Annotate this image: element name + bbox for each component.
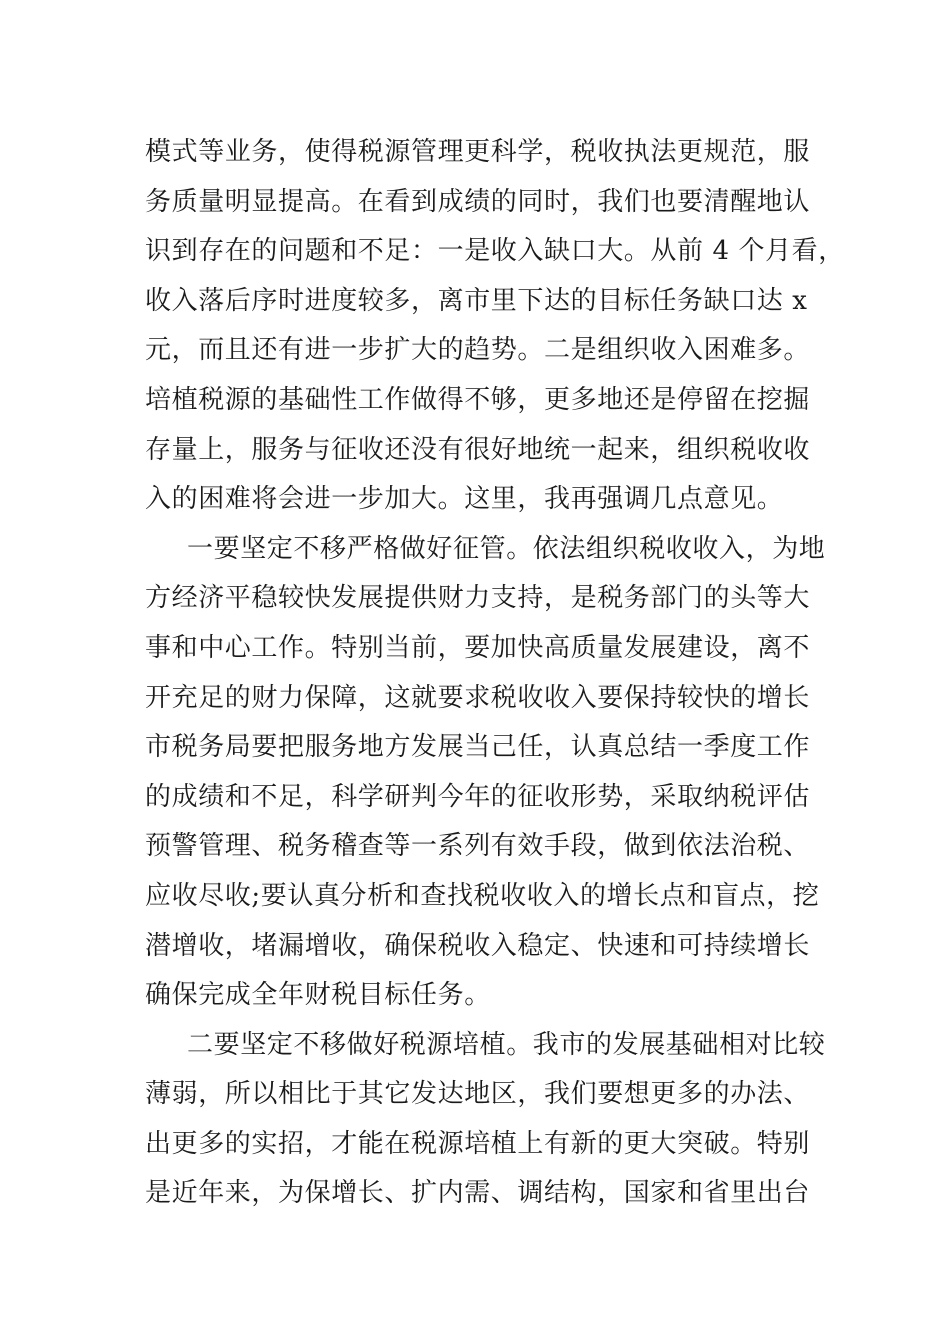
text-line: 薄弱，所以相比于其它发达地区，我们要想更多的办法、 bbox=[145, 1079, 811, 1110]
text-line: 的成绩和不足，科学研判今年的征收形势，采取纳税评估 bbox=[145, 781, 811, 812]
text-line: 收入落后序时进度较多，离市里下达的目标任务缺口达 x bbox=[145, 285, 808, 316]
paragraph-start-line: 一要坚定不移严格做好征管。依法组织税收收入，为地 bbox=[187, 533, 826, 564]
text-line: 识到存在的问题和不足：一是收入缺口大。从前 4 个月看， bbox=[145, 236, 845, 267]
text-line: 出更多的实招，才能在税源培植上有新的更大突破。特别 bbox=[145, 1128, 811, 1159]
text-line: 方经济平稳较快发展提供财力支持，是税务部门的头等大 bbox=[145, 583, 811, 614]
text-line: 应收尽收;要认真分析和查找税收收入的增长点和盲点，挖 bbox=[145, 880, 820, 911]
text-line: 潜增收，堵漏增收，确保税收入稳定、快速和可持续增长 bbox=[145, 930, 811, 961]
paragraph-start-line: 二要坚定不移做好税源培植。我市的发展基础相对比较 bbox=[187, 1029, 826, 1060]
text-line: 培植税源的基础性工作做得不够，更多地还是停留在挖掘 bbox=[145, 384, 811, 415]
text-line: 确保完成全年财税目标任务。 bbox=[145, 980, 491, 1011]
text-line: 务质量明显提高。在看到成绩的同时，我们也要清醒地认 bbox=[145, 186, 811, 217]
text-line: 开充足的财力保障，这就要求税收收入要保持较快的增长 bbox=[145, 682, 811, 713]
text-line: 存量上，服务与征收还没有很好地统一起来，组织税收收 bbox=[145, 434, 811, 465]
text-line: 入的困难将会进一步加大。这里，我再强调几点意见。 bbox=[145, 484, 784, 515]
text-line: 预警管理、税务稽查等一系列有效手段，做到依法治税、 bbox=[145, 831, 811, 862]
text-line: 模式等业务，使得税源管理更科学，税收执法更规范，服 bbox=[145, 137, 811, 167]
text-line: 是近年来，为保增长、扩内需、调结构，国家和省里出台 bbox=[145, 1178, 811, 1209]
text-line: 事和中心工作。特别当前，要加快高质量发展建设，离不 bbox=[145, 632, 811, 663]
text-line: 元，而且还有进一步扩大的趋势。二是组织收入困难多。 bbox=[145, 335, 811, 366]
text-line: 市税务局要把服务地方发展当己任，认真总结一季度工作 bbox=[145, 732, 811, 763]
document-body bbox=[145, 128, 845, 1219]
